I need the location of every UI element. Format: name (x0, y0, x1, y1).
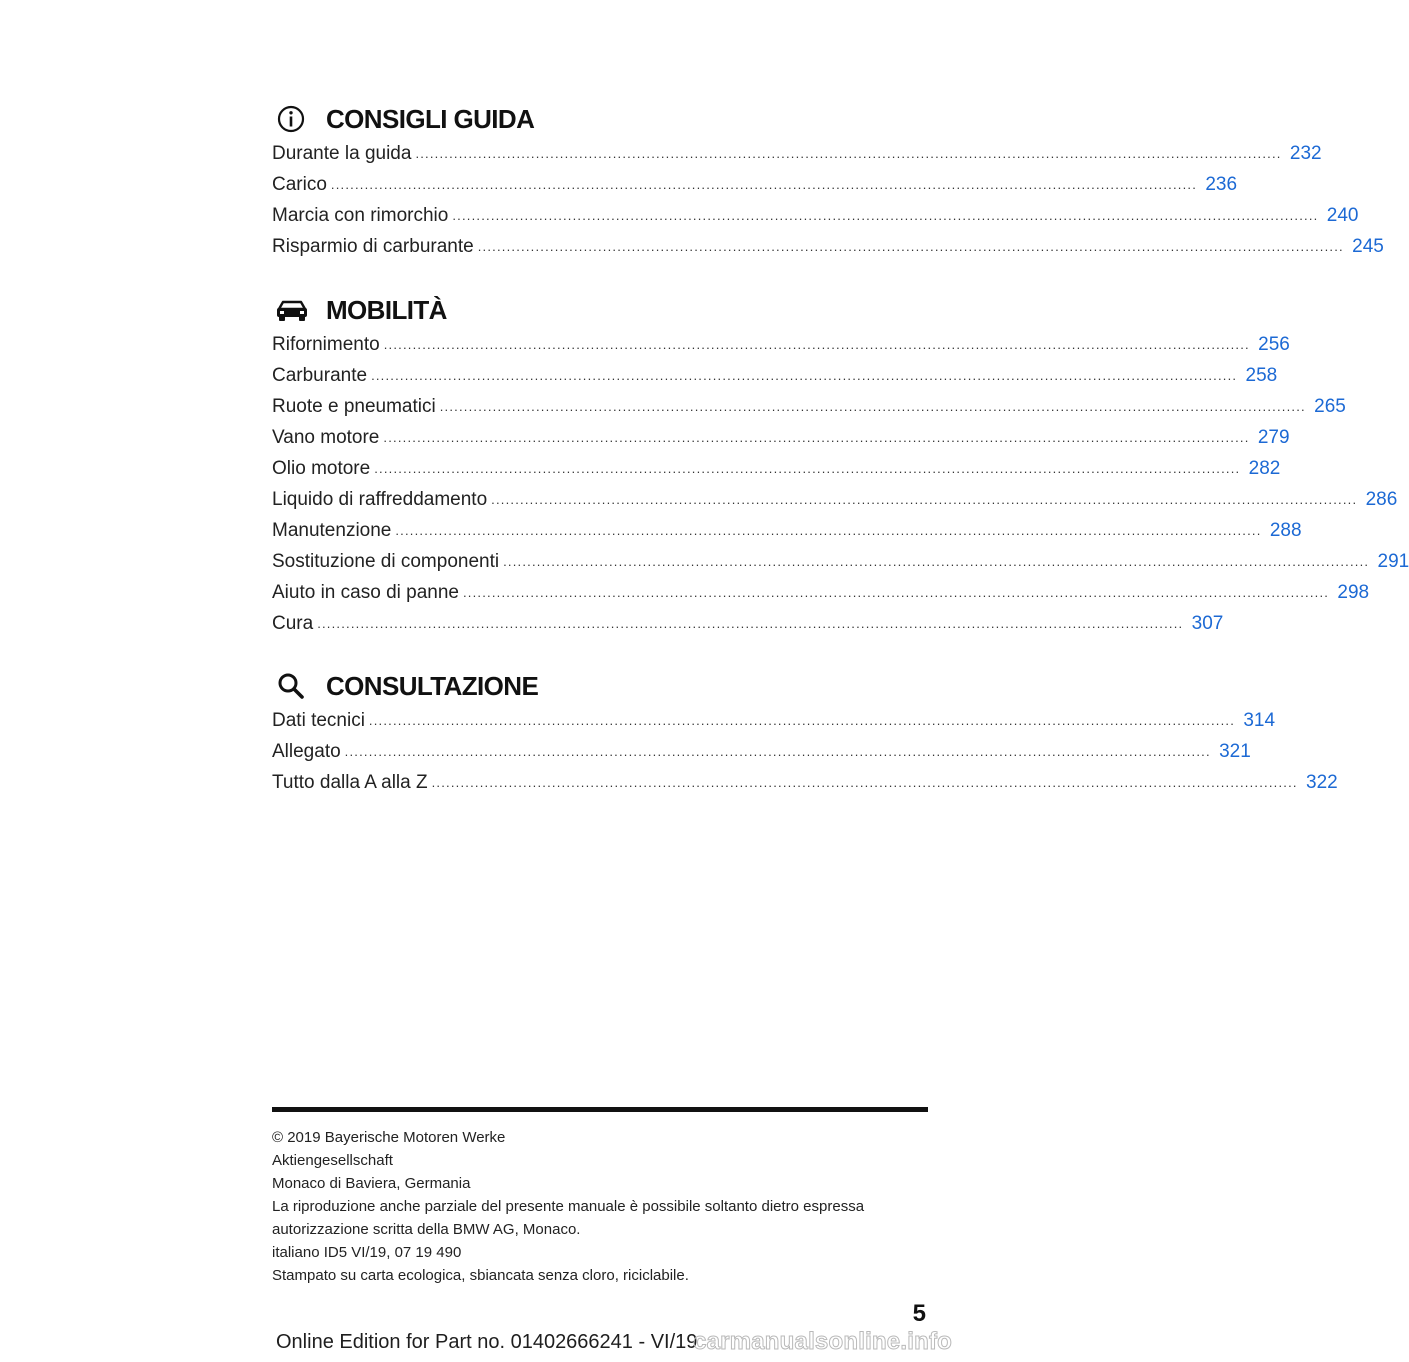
imprint-divider (272, 1107, 928, 1112)
toc-entry-page-link[interactable]: 240 (1326, 205, 1359, 226)
car-icon (276, 293, 314, 327)
toc-entry-label: Carico (272, 174, 327, 195)
toc-entry-page-link[interactable]: 322 (1306, 772, 1338, 793)
toc-entry[interactable] (272, 551, 1409, 577)
section-header-consigli-guida (272, 99, 928, 139)
toc-entry[interactable] (272, 236, 1384, 262)
toc-entry[interactable] (272, 520, 1302, 546)
toc-entry[interactable] (272, 613, 1224, 639)
section-title: MOBILITÀ (326, 294, 447, 325)
toc-entry-label: Allegato (272, 741, 341, 762)
watermark: carmanualsonline.info (693, 1328, 952, 1355)
search-icon (276, 669, 314, 703)
imprint-line: italiano ID5 VI/19, 07 19 490 (272, 1244, 462, 1261)
imprint-line: autorizzazione scritta della BMW AG, Monaco. (272, 1221, 581, 1238)
toc-entry[interactable] (272, 489, 1398, 515)
dot-leader: .................................................................................................................................................................................... (431, 775, 1298, 790)
imprint-line: Aktiengesellschaft (272, 1152, 393, 1169)
toc-entry-page-link[interactable]: 232 (1289, 143, 1322, 164)
toc-entry-label: Tutto dalla A alla Z (272, 772, 428, 793)
dot-leader: .................................................................................................................................................................................... (371, 368, 1238, 383)
toc-entry[interactable] (272, 772, 1338, 798)
dot-leader: .................................................................................................................................................................................... (415, 146, 1282, 161)
imprint-line: © 2019 Bayerische Motoren Werke (272, 1129, 506, 1146)
toc-entry-page-link[interactable]: 314 (1243, 710, 1276, 731)
dot-leader: .................................................................................................................................................................................... (383, 430, 1250, 445)
imprint-block (272, 1126, 928, 1287)
section-header-mobilita (272, 290, 928, 330)
toc-entry-page-link[interactable]: 245 (1352, 236, 1384, 257)
dot-leader: .................................................................................................................................................................................... (330, 177, 1198, 192)
toc-entry-label: Vano motore (272, 427, 380, 448)
toc-entry[interactable] (272, 710, 1276, 736)
toc-entry[interactable] (272, 174, 1238, 200)
dot-leader: .................................................................................................................................................................................... (503, 554, 1370, 569)
toc-entry[interactable] (272, 365, 1278, 391)
toc-entry-page-link[interactable]: 321 (1219, 741, 1251, 762)
toc-entry[interactable] (272, 741, 1251, 767)
toc-entry-label: Durante la guida (272, 143, 412, 164)
toc-entry-page-link[interactable]: 279 (1257, 427, 1290, 448)
toc-entry-label: Olio motore (272, 458, 371, 479)
dot-leader: .................................................................................................................................................................................... (452, 208, 1319, 223)
toc-entry-page-link[interactable]: 282 (1248, 458, 1281, 479)
toc-entry-label: Cura (272, 613, 314, 634)
toc-entry[interactable] (272, 396, 1346, 422)
imprint-line: Stampato su carta ecologica, sbiancata senza cloro, riciclabile. (272, 1267, 689, 1284)
info-icon (276, 102, 314, 136)
toc-entry[interactable] (272, 427, 1290, 453)
toc-entry[interactable] (272, 143, 1322, 169)
toc-entry-page-link[interactable]: 258 (1245, 365, 1278, 386)
section-header-consultazione (272, 666, 928, 706)
toc-entry-page-link[interactable]: 288 (1269, 520, 1302, 541)
section-title: CONSIGLI GUIDA (326, 103, 535, 134)
toc-entry-label: Dati tecnici (272, 710, 365, 731)
toc-entry[interactable] (272, 582, 1370, 608)
imprint-line: La riproduzione anche parziale del presente manuale è possibile soltanto dietro espressa (272, 1198, 865, 1215)
toc-entry-label: Manutenzione (272, 520, 392, 541)
dot-leader: .................................................................................................................................................................................... (383, 337, 1250, 352)
toc-entry[interactable] (272, 458, 1281, 484)
toc-entry-label: Carburante (272, 365, 368, 386)
dot-leader: .................................................................................................................................................................................... (344, 744, 1211, 759)
dot-leader: .................................................................................................................................................................................... (317, 616, 1184, 631)
dot-leader: .................................................................................................................................................................................... (439, 399, 1306, 414)
toc-entry-label: Risparmio di carburante (272, 236, 474, 257)
toc-entry-page-link[interactable]: 236 (1205, 174, 1238, 195)
toc-entry[interactable] (272, 205, 1359, 231)
imprint-line: Monaco di Baviera, Germania (272, 1175, 471, 1192)
toc-entry-label: Marcia con rimorchio (272, 205, 449, 226)
section-title: CONSULTAZIONE (326, 670, 539, 701)
dot-leader: .................................................................................................................................................................................... (368, 713, 1236, 728)
toc-entry-label: Liquido di raffreddamento (272, 489, 488, 510)
toc-entry-page-link[interactable]: 307 (1191, 613, 1224, 634)
toc-entry-page-link[interactable]: 298 (1337, 582, 1370, 603)
dot-leader: .................................................................................................................................................................................... (462, 585, 1330, 600)
footer-edition: Online Edition for Part no. 01402666241 - VI/19 (276, 1331, 698, 1353)
dot-leader: .................................................................................................................................................................................... (491, 492, 1358, 507)
dot-leader: .................................................................................................................................................................................... (477, 239, 1344, 254)
toc-entry-label: Rifornimento (272, 334, 380, 355)
dot-leader: .................................................................................................................................................................................... (395, 523, 1262, 538)
toc-entry-page-link[interactable]: 291 (1377, 551, 1409, 572)
toc-entry-label: Aiuto in caso di panne (272, 582, 459, 603)
toc-entry-page-link[interactable]: 256 (1258, 334, 1290, 355)
dot-leader: .................................................................................................................................................................................... (374, 461, 1241, 476)
toc-entry-page-link[interactable]: 286 (1365, 489, 1398, 510)
toc-entry-label: Ruote e pneumatici (272, 396, 436, 417)
toc-entry[interactable] (272, 334, 1290, 360)
page-number: 5 (912, 1300, 926, 1327)
toc-entry-page-link[interactable]: 265 (1314, 396, 1346, 417)
toc-entry-label: Sostituzione di componenti (272, 551, 500, 572)
